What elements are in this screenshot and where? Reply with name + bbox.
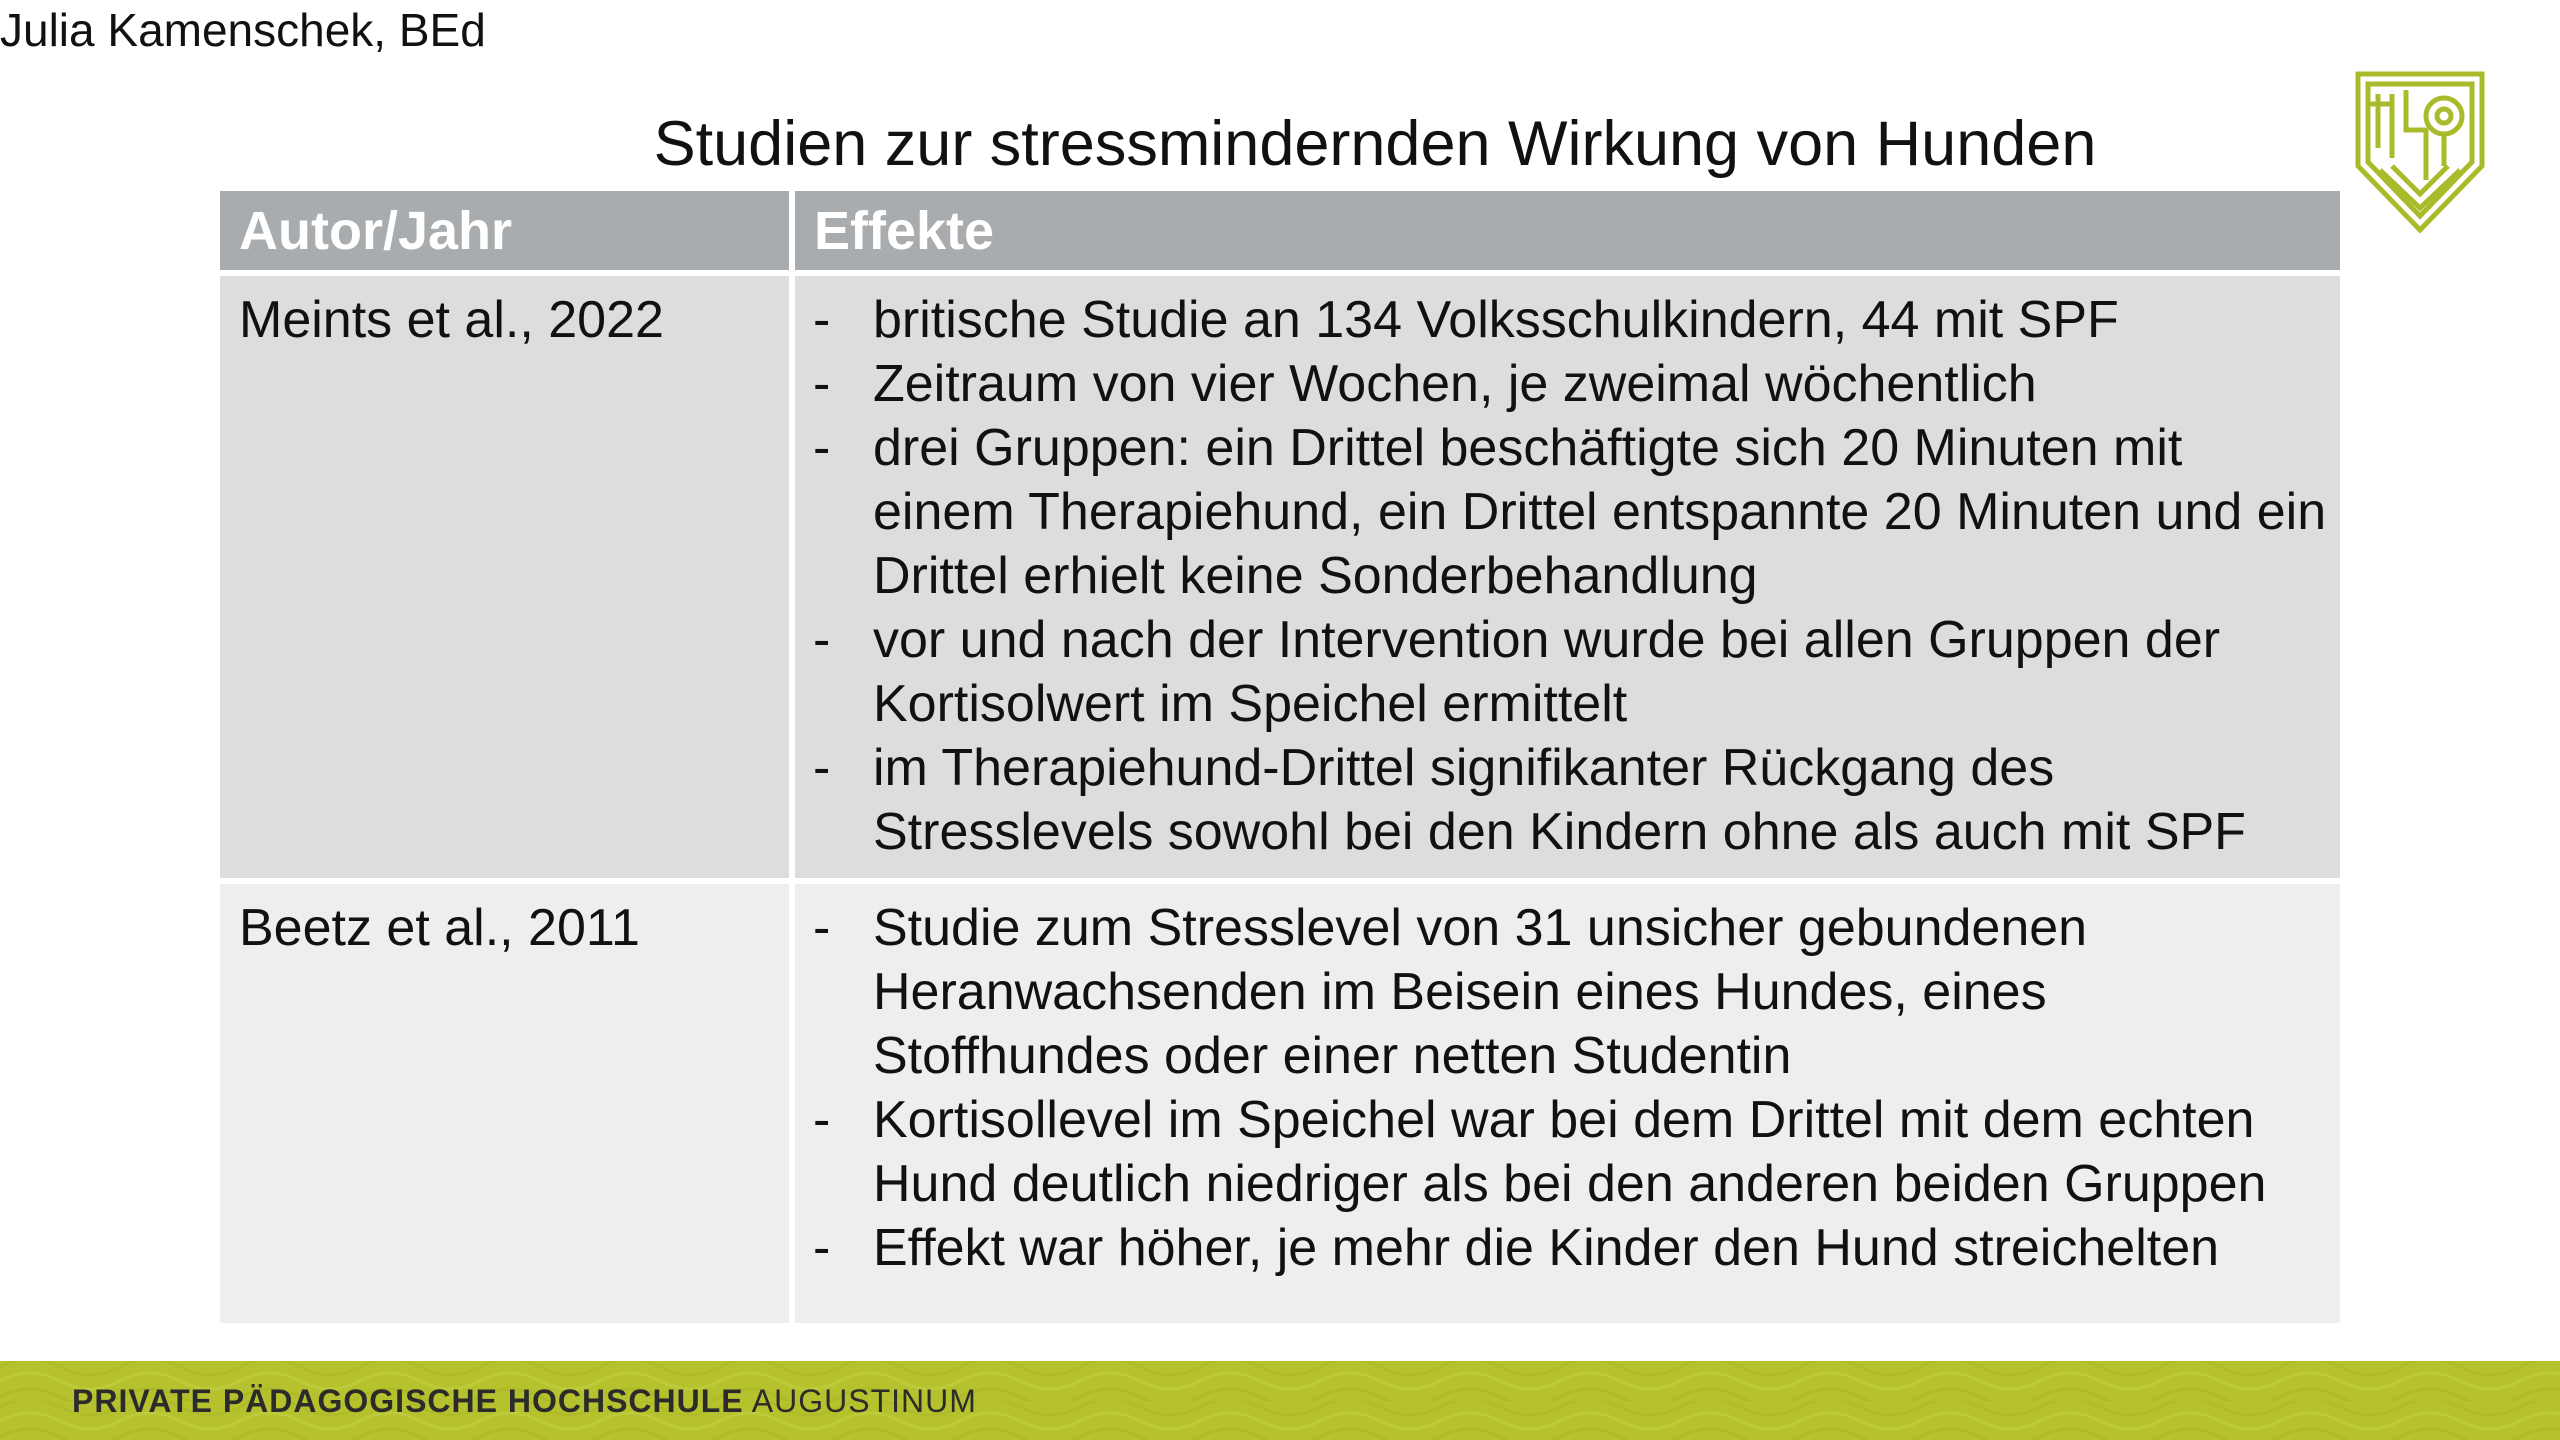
dash-bullet: - (813, 739, 831, 797)
dash-bullet: - (813, 355, 831, 413)
dash-bullet: - (813, 899, 831, 957)
effect-item (813, 1088, 2330, 1216)
effects-list (813, 288, 2330, 864)
institution-name-bold: PRIVATE PÄDAGOGISCHE HOCHSCHULE (72, 1383, 744, 1419)
effect-text: drei Gruppen: ein Drittel beschäftigte sich 20 Minuten mit einem Therapiehund, ein Drittel entspannte 20 Minuten und ein Drittel erhielt keine Sonderbehandlung (873, 419, 2327, 605)
augustinum-logo-icon (2352, 70, 2488, 236)
column-header-author: Autor/Jahr (220, 191, 792, 273)
effect-text: Effekt war höher, je mehr die Kinder den Hund streichelten (873, 1219, 2220, 1277)
effect-item (813, 896, 2330, 1088)
institution-name-light: AUGUSTINUM (751, 1383, 977, 1419)
author-cell: Beetz et al., 2011 (220, 881, 792, 1323)
studies-table (220, 191, 2340, 1323)
effect-item (813, 736, 2330, 864)
effects-cell (792, 881, 2340, 1323)
effect-item (813, 352, 2330, 416)
author-name: Julia Kamenschek, BEd (0, 4, 486, 56)
effect-item (813, 416, 2330, 608)
slide-title: Studien zur stressmindernden Wirkung von Hunden (653, 109, 2097, 179)
dash-bullet: - (813, 611, 831, 669)
effect-item (813, 1216, 2330, 1280)
author-cell: Meints et al., 2022 (220, 273, 792, 881)
effect-text: Kortisollevel im Speichel war bei dem Drittel mit dem echten Hund deutlich niedriger als bei den anderen beiden Gruppen (873, 1091, 2267, 1213)
effect-item (813, 608, 2330, 736)
effect-item (813, 288, 2330, 352)
footer-bar (0, 1361, 2560, 1440)
effect-text: im Therapiehund-Drittel signifikanter Rückgang des Stresslevels sowohl bei den Kindern ohne als auch mit SPF (873, 739, 2246, 861)
institution-name (72, 1381, 977, 1421)
table-row (220, 273, 2340, 881)
effect-text: Zeitraum von vier Wochen, je zweimal wöchentlich (873, 355, 2037, 413)
effect-text: Studie zum Stresslevel von 31 unsicher gebundenen Heranwachsenden im Beisein eines Hundes, eines Stoffhundes oder einer netten Studentin (873, 899, 2088, 1085)
effects-cell (792, 273, 2340, 881)
effects-list (813, 896, 2330, 1280)
dash-bullet: - (813, 291, 831, 349)
column-header-effects: Effekte (792, 191, 2340, 273)
effect-text: vor und nach der Intervention wurde bei allen Gruppen der Kortisolwert im Speichel ermittelt (873, 611, 2221, 733)
dash-bullet: - (813, 419, 831, 477)
table-row (220, 881, 2340, 1323)
effect-text: britische Studie an 134 Volksschulkindern, 44 mit SPF (873, 291, 2119, 349)
dash-bullet: - (813, 1091, 831, 1149)
dash-bullet: - (813, 1219, 831, 1277)
table-header-row (220, 191, 2340, 273)
